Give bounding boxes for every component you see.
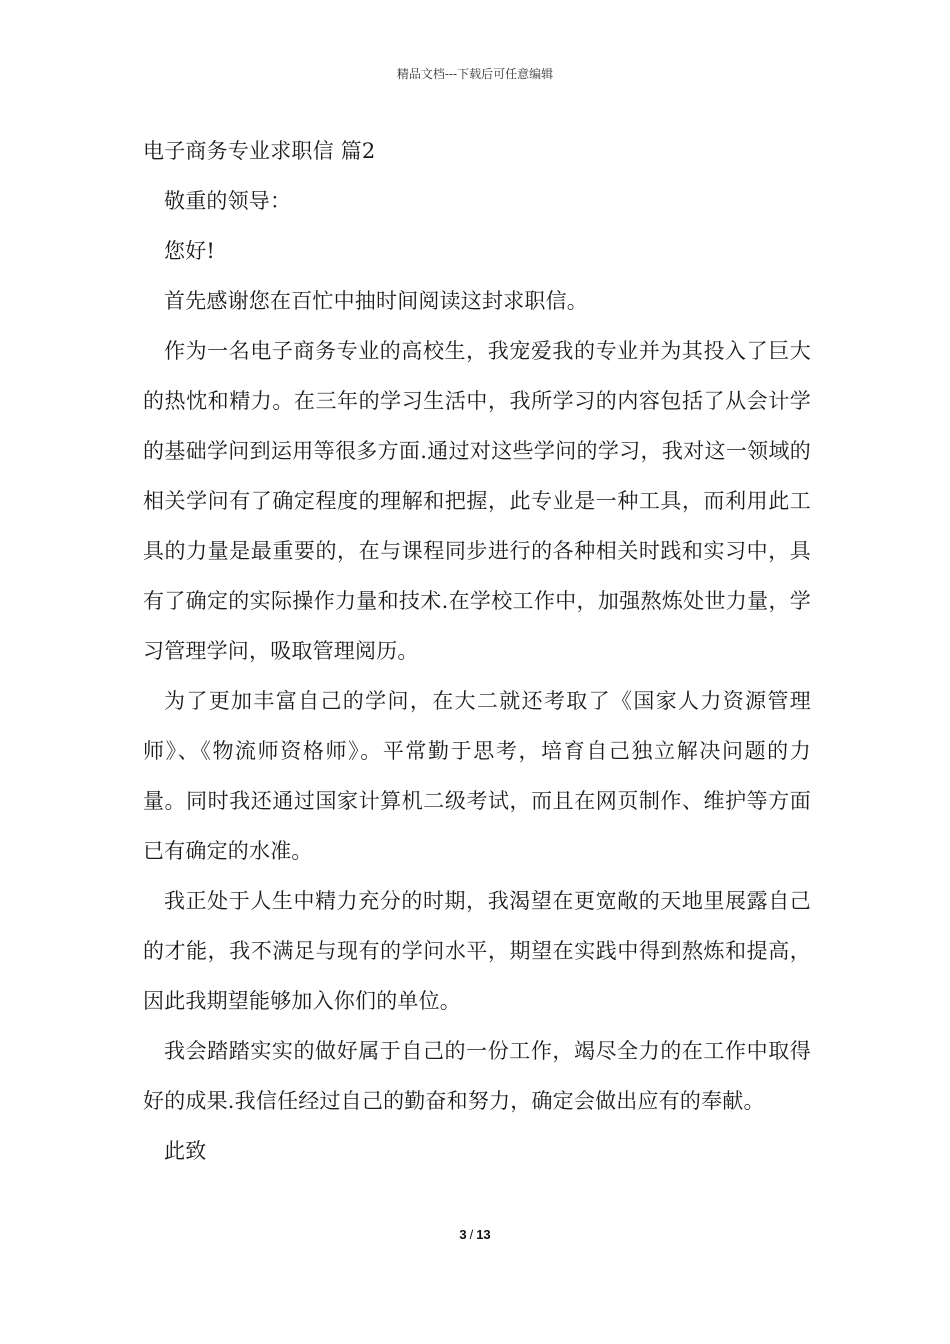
- paragraph: 作为一名电子商务专业的高校生，我宠爱我的专业并为其投入了巨大的热忱和精力。在三年的学习生活中，我所学习的内容包括了从会计学的基础学问到运用等很多方面.通过对这些学问的学习，我对这一领域的相关学问有了确定程度的理解和把握，此专业是一种工具，而利用此工具的力量是最重要的，在与课程同步进行的各种相关时践和实习中，具有了确定的实际操作力量和技术.在学校工作中，加强熬炼处世力量，学习管理学问，吸取管理阅历。: [143, 339, 811, 663]
- header-text: 精品文档---下载后可任意编辑: [396, 67, 554, 81]
- page-number: [0, 1226, 950, 1244]
- paragraph: 为了更加丰富自己的学问，在大二就还考取了《国家人力资源管理师》、《物流师资格师》。平常勤于思考，培育自己独立解决问题的力量。同时我还通过国家计算机二级考试，而且在网页制作、维护等方面已有确定的水准。: [143, 689, 811, 863]
- paragraph: 首先感谢您在百忙中抽时间阅读这封求职信。: [164, 289, 588, 313]
- paragraph: 我正处于人生中精力充分的时期，我渴望在更宽敞的天地里展露自己的才能，我不满足与现有的学问水平，期望在实践中得到熬炼和提高，因此我期望能够加入你们的单位。: [143, 889, 811, 1013]
- current-page: 3: [459, 1227, 467, 1242]
- salutation: 敬重的领导：: [164, 189, 292, 213]
- greeting: 您好!: [164, 239, 216, 263]
- document-body: [143, 126, 811, 1176]
- page-separator: /: [469, 1227, 474, 1242]
- paragraph: 我会踏踏实实的做好属于自己的一份工作，竭尽全力的在工作中取得好的成果.我信任经过自己的勤奋和努力，确定会做出应有的奉献。: [143, 1039, 811, 1113]
- document-title: 电子商务专业求职信 篇2: [143, 139, 376, 163]
- page-header: [0, 66, 950, 82]
- total-pages: 13: [476, 1227, 491, 1242]
- closing: 此致: [164, 1139, 207, 1163]
